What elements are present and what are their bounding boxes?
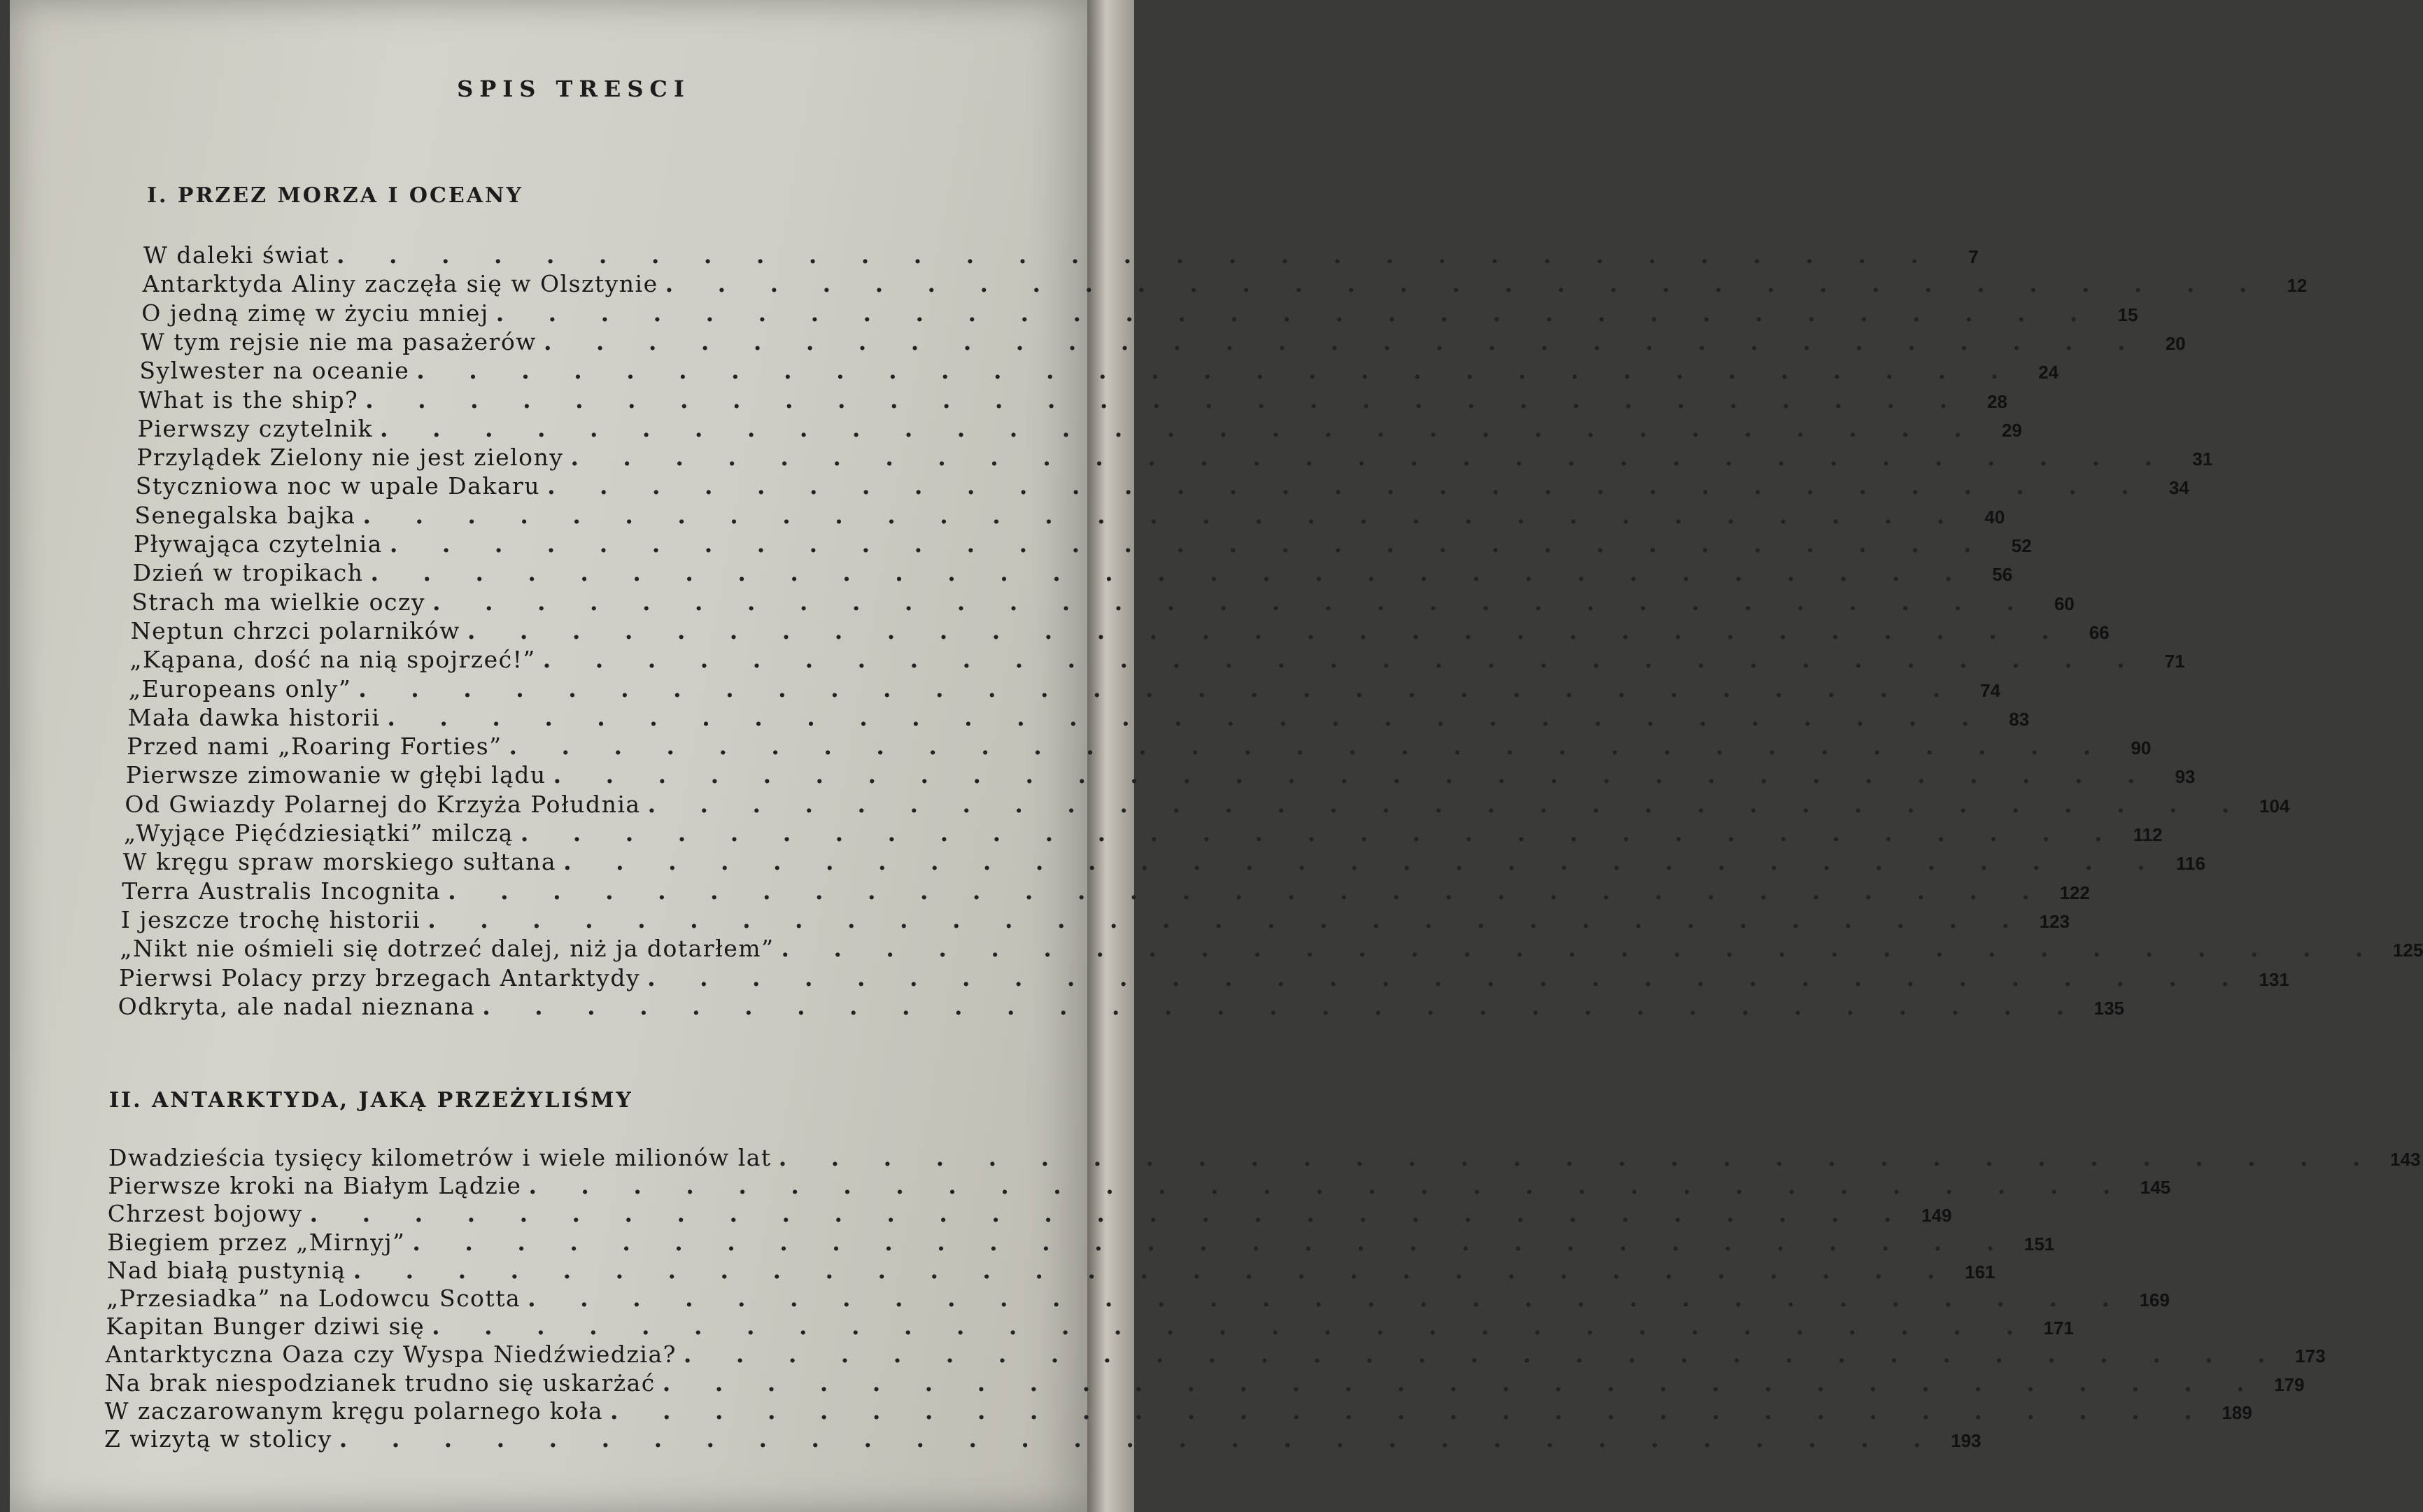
toc-entry [105,1369,2305,1397]
toc-entry-title: Styczniowa noc w upale Dakaru [135,472,541,500]
toc-leader-dots: . . . . . . . . . . . . . . . . . . . . . . . . . . . . . . . [353,1256,1954,1284]
toc-entry-title: Przed nami „Roaring Forties” [127,733,502,761]
toc-leader-dots: . . . . . . . . . . . . . . . . . . . . . . . . . . . . . . . [610,1397,2210,1425]
toc-entry-title: Antarktyda Aliny zaczęła się w Olsztynie [142,270,658,298]
toc-leader-dots: . . . . . . . . . . . . . . . . . . . . . . . . . . . . . . . [482,992,2083,1020]
toc-leader-dots: . . . . . . . . . . . . . . . . . . . . . . . . . . . . . . . [542,646,2143,674]
toc-entry-page: 28 [1987,390,2007,412]
toc-entry [107,1228,2055,1257]
toc-entry-page: 90 [2131,737,2152,759]
toc-entry [107,1200,1952,1228]
toc-leader-dots: . . . . . . . . . . . . . . . . . . . . . . . . . . . . . . . [448,877,2048,905]
toc-leader-dots: . . . . . . . . . . . . . . . . . . . . . . . . . . . . . . . [339,1425,1940,1453]
toc-leader-dots: . . . . . . . . . . . . . . . . . . . . . . . . . . . . . . . [387,703,1988,731]
toc-entry-page: 93 [2175,766,2196,788]
toc-leader-dots: . . . . . . . . . . . . . . . . . . . . . . . . . . . . . . . [412,1228,2013,1256]
toc-leader-dots: . . . . . . . . . . . . . . . . . . . . . . . . . . . . . . . [432,588,2033,616]
toc-entry-title: Od Gwiazdy Polarnej do Krzyża Południa [125,790,641,818]
toc-leader-dots: . . . . . . . . . . . . . . . . . . . . . . . . . . . . . . . [365,386,1965,414]
toc-leader-dots: . . . . . . . . . . . . . . . . . . . . . . . . . . . . . . . [647,790,2248,818]
toc-entry-page: 179 [2274,1373,2305,1395]
toc-entry-title: Terra Australis Incognita [122,877,441,905]
toc-entry [122,877,2090,905]
toc-entry [108,1172,2171,1200]
toc-entry-title: Senegalska bajka [134,501,356,529]
toc-entry-title: Na brak niespodzianek trudno się uskarżać [105,1369,656,1397]
toc-entry [134,501,2005,530]
toc-leader-dots: . . . . . . . . . . . . . . . . . . . . . . . . . . . . . . . [380,414,1980,442]
toc-entry-title: I jeszcze trochę historii [120,905,421,933]
toc-entry [143,241,1979,269]
toc-entry-page: 135 [2093,997,2125,1019]
toc-leader-dots: . . . . . . . . . . . . . . . . . . . . . . . . . . . . . . . [662,1369,2263,1397]
toc-entry-page: 29 [2001,419,2022,441]
toc-leader-dots: . . . . . . . . . . . . . . . . . . . . . . . . . . . . . . . [683,1341,2284,1369]
toc-entry-title: Pierwszy czytelnik [137,414,374,442]
toc-leader-dots: . . . . . . . . . . . . . . . . . . . . . . . . . . . . . . . [362,501,1963,529]
toc-entry [142,270,2308,298]
page-title: SPIS TRESCI [457,76,691,102]
toc-entry [139,386,2007,414]
section-heading-1: I. PRZEZ MORZA I OCEANY [147,183,523,208]
toc-entry-page: 40 [1984,506,2005,528]
toc-entry-page: 71 [2164,651,2185,672]
toc-entry [134,530,2032,558]
toc-entry-title: W zaczarowanym kręgu polarnego koła [104,1397,604,1425]
toc-entry [119,963,2289,992]
toc-leader-dots: . . . . . . . . . . . . . . . . . . . . . . . . . . . . . . . [781,935,2382,963]
toc-entry-page: 149 [1921,1205,1952,1227]
toc-entry [105,1341,2326,1369]
toc-entry-page: 169 [2139,1290,2170,1310]
toc-entry-title: Biegiem przez „Mirnyj” [107,1228,406,1256]
toc-leader-dots: . . . . . . . . . . . . . . . . . . . . . . . . . . . . . . . [665,270,2266,298]
toc-entry-page: 7 [1968,246,1979,267]
toc-entry-page: 34 [2168,477,2189,499]
toc-leader-dots: . . . . . . . . . . . . . . . . . . . . . . . . . . . . . . . [467,616,2068,644]
toc-entry-page: 104 [2259,795,2290,817]
toc-entry-title: „Wyjące Pięćdziesiątki” milczą [124,819,514,847]
toc-entry [106,1313,2074,1341]
toc-leader-dots: . . . . . . . . . . . . . . . . . . . . . . . . . . . . . . . [309,1200,1910,1228]
toc-entry [120,905,2070,934]
toc-entry-page: 56 [1992,564,2013,586]
toc-entry [122,848,2205,876]
toc-entry-title: W kręgu spraw morskiego sułtana [122,848,557,876]
toc-leader-dots: . . . . . . . . . . . . . . . . . . . . . . . . . . . . . . . [337,241,1937,269]
toc-entry [106,1285,2170,1313]
toc-entry-page: 20 [2165,332,2186,354]
toc-entry-title: „Przesiadka” na Lodowcu Scotta [106,1285,521,1312]
toc-entry-page: 173 [2295,1345,2326,1367]
toc-entry [130,616,2110,645]
toc-leader-dots: . . . . . . . . . . . . . . . . . . . . . . . . . . . . . . . [428,905,2028,933]
toc-leader-dots: . . . . . . . . . . . . . . . . . . . . . . . . . . . . . . . [495,299,2096,327]
toc-entry-title: Dwadzieścia tysięcy kilometrów i wiele milionów lat [108,1144,772,1171]
toc-entry-title: Pierwsze zimowanie w głębi lądu [125,761,546,789]
toc-entry-page: 60 [2054,593,2075,614]
toc-entry [136,444,2213,472]
toc-entry-page: 189 [2221,1401,2252,1423]
toc-entry-title: Antarktyczna Oaza czy Wyspa Niedźwiedzia? [105,1341,677,1369]
toc-entry [141,299,2138,327]
toc-entry-title: Pierwsi Polacy przy brzegach Antarktydy [119,963,641,991]
toc-entry-title: „Nikt nie ośmieli się dotrzeć dalej, niż ja dotarłem” [120,935,775,963]
toc-leader-dots: . . . . . . . . . . . . . . . . . . . . . . . . . . . . . . . [416,357,2017,385]
toc-entry [127,733,2152,761]
toc-entry [124,819,2163,847]
toc-entry-page: 143 [2390,1149,2421,1170]
toc-entry-page: 131 [2259,968,2289,990]
section-heading-2: II. ANTARKTYDA, JAKĄ PRZEŻYLIŚMY [109,1088,633,1112]
toc-entry-page: 171 [2043,1317,2074,1339]
toc-entry [118,992,2125,1021]
toc-entry-page: 123 [2039,910,2070,932]
toc-entry-page: 112 [2133,824,2163,845]
toc-entry-page: 125 [2392,940,2423,961]
toc-leader-dots: . . . . . . . . . . . . . . . . . . . . . . . . . . . . . . . [520,819,2121,847]
toc-entry-title: Kapitan Bunger dziwi się [106,1313,425,1341]
toc-entry [135,472,2189,500]
toc-entry-title: W tym rejsie nie ma pasażerów [140,327,537,355]
toc-leader-dots: . . . . . . . . . . . . . . . . . . . . . . . . . . . . . . . [389,530,1990,558]
toc-entry [125,761,2196,789]
toc-entry-page: 12 [2287,275,2308,297]
toc-entry-title: Dzień w tropikach [132,559,364,587]
toc-entry-page: 31 [2192,448,2213,470]
toc-entry-page: 151 [2023,1233,2055,1255]
toc-entry-title: Odkryta, ale nadal nieznana [118,992,476,1020]
toc-entry [129,646,2185,674]
toc-entry-title: What is the ship? [139,386,359,414]
toc-entry [120,935,2423,963]
toc-leader-dots: . . . . . . . . . . . . . . . . . . . . . . . . . . . . . . . [358,674,1959,702]
toc-entry-title: Pływająca czytelnia [134,530,383,558]
toc-entry-page: 193 [1951,1430,1982,1451]
toc-entry [127,703,2030,732]
toc-leader-dots: . . . . . . . . . . . . . . . . . . . . . . . . . . . . . . . [553,761,2154,789]
toc-leader-dots: . . . . . . . . . . . . . . . . . . . . . . . . . . . . . . . [563,848,2163,876]
toc-entry-title: „Kąpana, dość na nią spojrzeć!” [129,646,536,674]
toc-entry [129,674,2001,703]
toc-leader-dots: . . . . . . . . . . . . . . . . . . . . . . . . . . . . . . . [647,963,2247,991]
toc-leader-dots: . . . . . . . . . . . . . . . . . . . . . . . . . . . . . . . [547,472,2147,500]
toc-leader-dots: . . . . . . . . . . . . . . . . . . . . . . . . . . . . . . . [509,733,2110,761]
toc-entry-title: W daleki świat [143,241,330,269]
toc-entry [125,790,2290,819]
toc-entry-page: 116 [2175,853,2205,875]
toc-entry [132,559,2013,587]
toc-entry-title: Przylądek Zielony nie jest zielony [136,444,564,472]
toc-leader-dots: . . . . . . . . . . . . . . . . . . . . . . . . . . . . . . . [778,1144,2379,1171]
toc-entry-title: „Europeans only” [129,674,352,702]
toc-leader-dots: . . . . . . . . . . . . . . . . . . . . . . . . . . . . . . . [432,1313,2032,1341]
toc-leader-dots: . . . . . . . . . . . . . . . . . . . . . . . . . . . . . . . [528,1285,2128,1312]
toc-entry-title: Strach ma wielkie oczy [132,588,426,616]
toc-entry-title: Sylwester na oceanie [139,357,410,385]
toc-entry-page: 66 [2089,621,2110,643]
toc-entry-title: Nad białą pustynią [106,1256,346,1284]
toc-entry-page: 52 [2011,535,2032,556]
toc-entry [139,357,2059,385]
toc-leader-dots: . . . . . . . . . . . . . . . . . . . . . . . . . . . . . . . [528,1172,2129,1200]
toc-entry-page: 24 [2038,362,2059,383]
toc-entry-page: 83 [2009,708,2030,730]
toc-entry [106,1256,1995,1285]
toc-entry-title: Neptun chrzci polarników [130,616,460,644]
toc-entry-page: 145 [2140,1177,2171,1199]
toc-entry [104,1397,2252,1425]
toc-entry [108,1144,2421,1172]
toc-entry [140,327,2186,356]
toc-leader-dots: . . . . . . . . . . . . . . . . . . . . . . . . . . . . . . . [543,327,2144,355]
toc-entry-title: Pierwsze kroki na Białym Lądzie [108,1172,522,1200]
toc-entry [104,1425,1982,1453]
toc-entry-title: Mała dawka historii [127,703,381,731]
toc-leader-dots: . . . . . . . . . . . . . . . . . . . . . . . . . . . . . . . [570,444,2171,472]
toc-entry-page: 122 [2059,882,2090,903]
toc-leader-dots: . . . . . . . . . . . . . . . . . . . . . . . . . . . . . . . [370,559,1971,587]
toc-entry [137,414,2022,443]
toc-entry-page: 15 [2117,304,2138,325]
toc-entry-title: O jedną zimę w życiu mniej [141,299,489,327]
toc-entry-page: 74 [1980,679,2001,701]
toc-entry-page: 161 [1965,1261,1995,1283]
toc-entry [132,588,2075,616]
toc-entry-title: Z wizytą w stolicy [104,1425,332,1453]
toc-entry-title: Chrzest bojowy [107,1200,303,1228]
